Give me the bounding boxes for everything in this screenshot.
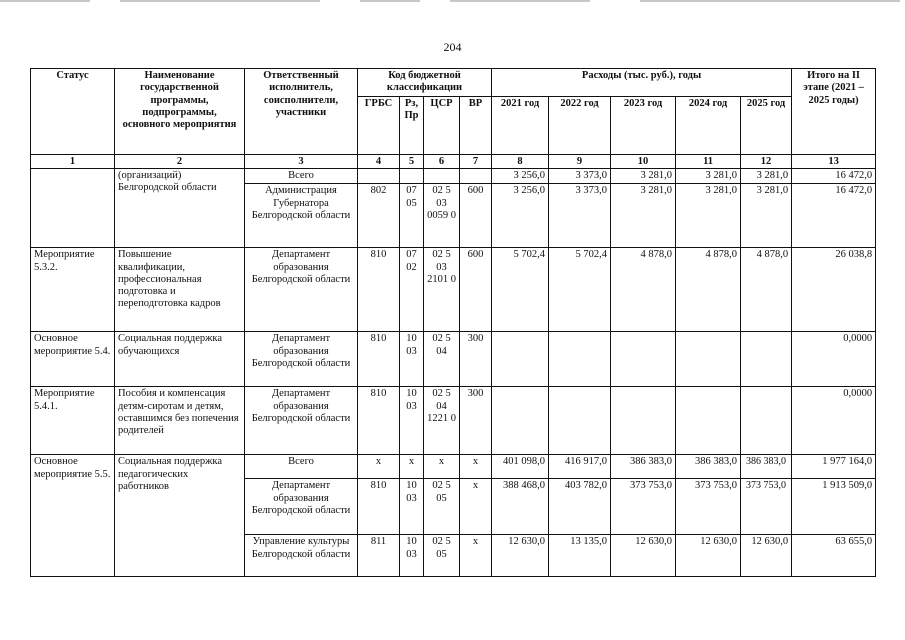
column-number: 3: [245, 155, 358, 169]
cell-vr: 300: [460, 387, 492, 455]
cell-2024: 4 878,0: [676, 248, 741, 332]
cell-name: Социальная поддержка обучающихся: [115, 332, 245, 387]
column-number: 4: [358, 155, 400, 169]
column-number: 6: [424, 155, 460, 169]
cell-csr: 02 5 05: [424, 535, 460, 577]
column-number: 1: [31, 155, 115, 169]
scan-top-edge: [0, 0, 905, 4]
header-budget-code: Код бюджетной классификации: [358, 69, 492, 97]
cell-csr: 02 5 03 2101 0: [424, 248, 460, 332]
header-expenses: Расходы (тыс. руб.), годы: [492, 69, 792, 97]
cell-status: Мероприятие 5.4.1.: [31, 387, 115, 455]
cell-status: Основное мероприятие 5.5.: [31, 455, 115, 577]
cell-vr: х: [460, 479, 492, 535]
cell-2024: [676, 387, 741, 455]
cell-vr: [460, 169, 492, 184]
cell-grbs: 810: [358, 332, 400, 387]
column-number: 9: [549, 155, 611, 169]
cell-total: 0,0000: [792, 332, 876, 387]
header-grbs: ГРБС: [358, 97, 400, 155]
header-total: Итого на II этапе (2021 – 2025 годы): [792, 69, 876, 155]
header-2025: 2025 год: [741, 97, 792, 155]
cell-2023: 3 281,0: [611, 169, 676, 184]
cell-2021: 388 468,0: [492, 479, 549, 535]
column-number: 10: [611, 155, 676, 169]
cell-name: Социальная поддержка педагогических работников: [115, 455, 245, 577]
cell-responsible: Управление культуры Белгородской области: [245, 535, 358, 577]
header-rz: Рз, Пр: [400, 97, 424, 155]
header-2022: 2022 год: [549, 97, 611, 155]
cell-grbs: 810: [358, 479, 400, 535]
header-vr: ВР: [460, 97, 492, 155]
cell-vr: х: [460, 455, 492, 479]
cell-2025: 3 281,0: [741, 169, 792, 184]
cell-2023: [611, 332, 676, 387]
column-number: 2: [115, 155, 245, 169]
cell-2024: 373 753,0: [676, 479, 741, 535]
table-body: [31, 169, 876, 577]
cell-grbs: 811: [358, 535, 400, 577]
cell-status: Основное мероприятие 5.4.: [31, 332, 115, 387]
cell-2023: 373 753,0: [611, 479, 676, 535]
cell-rz: х: [400, 455, 424, 479]
cell-vr: 600: [460, 248, 492, 332]
header-2021: 2021 год: [492, 97, 549, 155]
cell-2025: 3 281,0: [741, 184, 792, 248]
cell-grbs: [358, 169, 400, 184]
cell-csr: 02 5 03 0059 0: [424, 184, 460, 248]
column-number: 11: [676, 155, 741, 169]
header-2024: 2024 год: [676, 97, 741, 155]
cell-2022: [549, 387, 611, 455]
cell-2025: 12 630,0: [741, 535, 792, 577]
table-row: [31, 332, 876, 387]
header-name: Наименование государственной программы, подпрограммы, основного мероприятия: [115, 69, 245, 155]
cell-vr: х: [460, 535, 492, 577]
cell-rz: 07 05: [400, 184, 424, 248]
cell-2024: 3 281,0: [676, 184, 741, 248]
cell-rz: 10 03: [400, 387, 424, 455]
cell-grbs: 802: [358, 184, 400, 248]
cell-responsible: Всего: [245, 455, 358, 479]
cell-vr: 300: [460, 332, 492, 387]
cell-responsible: Департамент образования Белгородской области: [245, 387, 358, 455]
cell-2021: 5 702,4: [492, 248, 549, 332]
cell-rz: 10 03: [400, 332, 424, 387]
column-number: 13: [792, 155, 876, 169]
table-row: [31, 169, 876, 184]
cell-total: 26 038,8: [792, 248, 876, 332]
cell-grbs: 810: [358, 387, 400, 455]
budget-table: [30, 68, 876, 577]
column-number-row: [31, 155, 876, 169]
cell-2024: 386 383,0: [676, 455, 741, 479]
cell-2022: 13 135,0: [549, 535, 611, 577]
page-number: 204: [443, 40, 462, 54]
cell-vr: 600: [460, 184, 492, 248]
header-2023: 2023 год: [611, 97, 676, 155]
cell-2025: 373 753,0: [741, 479, 792, 535]
cell-total: 1 913 509,0: [792, 479, 876, 535]
cell-2025: 386 383,0: [741, 455, 792, 479]
cell-2021: 401 098,0: [492, 455, 549, 479]
cell-2025: 4 878,0: [741, 248, 792, 332]
cell-2022: [549, 332, 611, 387]
column-number: 7: [460, 155, 492, 169]
cell-csr: х: [424, 455, 460, 479]
cell-responsible: Всего: [245, 169, 358, 184]
cell-total: 63 655,0: [792, 535, 876, 577]
cell-2022: 416 917,0: [549, 455, 611, 479]
cell-rz: 10 03: [400, 535, 424, 577]
cell-grbs: 810: [358, 248, 400, 332]
cell-2022: 403 782,0: [549, 479, 611, 535]
cell-2022: 3 373,0: [549, 184, 611, 248]
cell-2021: 3 256,0: [492, 184, 549, 248]
table-row: [31, 248, 876, 332]
cell-total: 16 472,0: [792, 184, 876, 248]
cell-status: [31, 169, 115, 248]
cell-csr: 02 5 04: [424, 332, 460, 387]
cell-2021: 12 630,0: [492, 535, 549, 577]
cell-responsible: Департамент образования Белгородской области: [245, 332, 358, 387]
cell-csr: [424, 169, 460, 184]
cell-responsible: Департамент образования Белгородской области: [245, 479, 358, 535]
cell-csr: 02 5 04 1221 0: [424, 387, 460, 455]
cell-2023: 3 281,0: [611, 184, 676, 248]
column-number: 12: [741, 155, 792, 169]
cell-total: 0,0000: [792, 387, 876, 455]
cell-total: 16 472,0: [792, 169, 876, 184]
cell-2021: [492, 332, 549, 387]
cell-rz: 07 02: [400, 248, 424, 332]
cell-2021: [492, 387, 549, 455]
cell-2023: 386 383,0: [611, 455, 676, 479]
cell-name: (организаций) Белгородской области: [115, 169, 245, 248]
header-csr: ЦСР: [424, 97, 460, 155]
cell-2021: 3 256,0: [492, 169, 549, 184]
cell-rz: [400, 169, 424, 184]
header-status: Статус: [31, 69, 115, 155]
cell-csr: 02 5 05: [424, 479, 460, 535]
column-number: 8: [492, 155, 549, 169]
cell-status: Мероприятие 5.3.2.: [31, 248, 115, 332]
cell-responsible: Департамент образования Белгородской области: [245, 248, 358, 332]
cell-name: Пособия и компенсация детям-сиротам и детям, оставшимся без попечения родителей: [115, 387, 245, 455]
cell-2022: 5 702,4: [549, 248, 611, 332]
cell-2024: [676, 332, 741, 387]
table-header: [31, 69, 876, 169]
cell-responsible: Администрация Губернатора Белгородской области: [245, 184, 358, 248]
column-number: 5: [400, 155, 424, 169]
cell-2022: 3 373,0: [549, 169, 611, 184]
cell-2025: [741, 332, 792, 387]
cell-2025: [741, 387, 792, 455]
cell-2023: 4 878,0: [611, 248, 676, 332]
cell-2023: 12 630,0: [611, 535, 676, 577]
cell-grbs: х: [358, 455, 400, 479]
cell-2023: [611, 387, 676, 455]
cell-2024: 3 281,0: [676, 169, 741, 184]
cell-name: Повышение квалификации, профессиональная подготовка и переподготовка кадров: [115, 248, 245, 332]
cell-2024: 12 630,0: [676, 535, 741, 577]
table-row: [31, 455, 876, 479]
header-responsible: Ответственный исполнитель, соисполнители, участники: [245, 69, 358, 155]
cell-total: 1 977 164,0: [792, 455, 876, 479]
table-row: [31, 387, 876, 455]
cell-rz: 10 03: [400, 479, 424, 535]
